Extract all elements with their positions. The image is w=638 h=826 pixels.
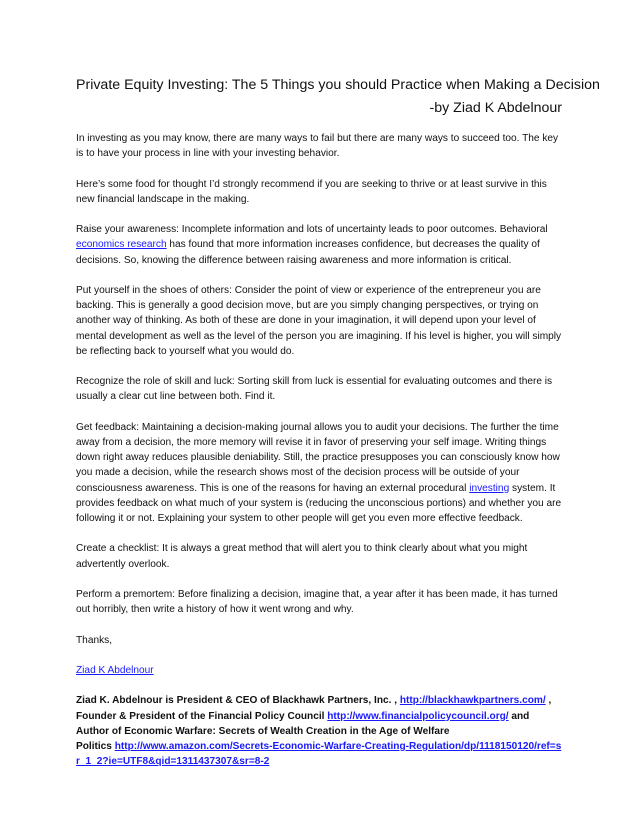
- paragraph-shoes-of-others: Put yourself in the shoes of others: Consider the point of view or experience of the entrepreneur you are backing. This is generally a good decision move, but are you simply changing perspectives, or trying on another way of thinking. As both of these are done in your imagination, it will depend upon your level of mental development as well as the level of the person you are imagining. If his level is higher, you will simply be reflecting back to yourself what you would do.: [76, 284, 562, 357]
- bio-text: Ziad K. Abdelnour is President & CEO of Blackhawk Partners, Inc. ,: [76, 695, 400, 707]
- author-bio: [76, 693, 564, 769]
- bio-text: and: [508, 710, 530, 722]
- bio-line-2: [76, 709, 564, 724]
- paragraph-text: Raise your awareness: Incomplete information and lots of uncertainty leads to poor outcomes. Behavioral: [76, 224, 548, 236]
- amazon-book-link[interactable]: http://www.amazon.com/Secrets-Economic-Warfare-Creating-Regulation/dp/1118150120/ref=sr_1_2?ie=UTF8&qid=1311437307&sr=8-2: [76, 740, 562, 768]
- paragraph-skill-and-luck: Recognize the role of skill and luck: Sorting skill from luck is essential for evaluating outcomes and there is usually a clear cut line between both. Find it.: [76, 376, 553, 403]
- investing-link[interactable]: investing: [469, 482, 510, 494]
- paragraph-food-for-thought: Here’s some food for thought I’d strongly recommend if you are seeking to thrive or at least survive in this new financial landscape in the making.: [76, 178, 547, 205]
- paragraph-intro: In investing as you may know, there are many ways to fail but there are many ways to succeed too. The key is to have your process in line with your investing behavior.: [76, 133, 559, 160]
- author-byline: -by Ziad K Abdelnour: [429, 100, 562, 116]
- bio-text: ,: [545, 695, 552, 707]
- bio-line-4: [76, 739, 564, 769]
- financial-policy-council-link[interactable]: http://www.financialpolicycouncil.org/: [327, 710, 509, 722]
- article-body: [76, 131, 564, 769]
- thanks-line: Thanks,: [76, 634, 113, 646]
- paragraph-feedback: [76, 420, 564, 526]
- paragraph-text: has found that more information increases confidence, but decreases the quality of decisions. So, knowing the difference between raising awareness and more information is critical.: [76, 239, 540, 266]
- paragraph-text: system. It provides feedback on what much of your system is (reducing the unconscious portions) and whether you are following it or not. Explaining your system to other people will get you even more effective feedback.: [76, 482, 562, 524]
- article-title: Private Equity Investing: The 5 Things you should Practice when Making a Decision: [76, 77, 600, 93]
- economics-research-link[interactable]: economics research: [76, 239, 167, 251]
- paragraph-raise-awareness: [76, 222, 564, 268]
- paragraph-text: Get feedback: Maintaining a decision-making journal allows you to audit your decisions. The further the time away from a decision, the more memory will revise it in favor of preserving your self image. Writing things down right away reduces plausible deniability. Still, the practice presupposes you can consciously know how you made a decision, while the research shows most of the decision process will be outside of your consciousness awareness. This is one of the reasons for having an external procedural: [76, 421, 560, 494]
- blackhawk-link[interactable]: http://blackhawkpartners.com/: [399, 695, 546, 707]
- paragraph-checklist: Create a checklist: It is always a great method that will alert you to think clearly about what you might advertently overlook.: [76, 543, 528, 570]
- signature-paragraph: [76, 663, 564, 678]
- bio-text: Founder & President of the Financial Policy Council: [76, 710, 328, 722]
- bio-text: Politics: [76, 740, 115, 752]
- signature-link[interactable]: Ziad K Abdelnour: [76, 664, 154, 676]
- bio-line-3: Author of Economic Warfare: Secrets of Wealth Creation in the Age of Welfare: [76, 725, 450, 737]
- bio-line-1: [76, 693, 564, 708]
- paragraph-premortem: Perform a premortem: Before finalizing a decision, imagine that, a year after it has been made, it has turned out horribly, then write a history of how it went wrong and why.: [76, 588, 558, 616]
